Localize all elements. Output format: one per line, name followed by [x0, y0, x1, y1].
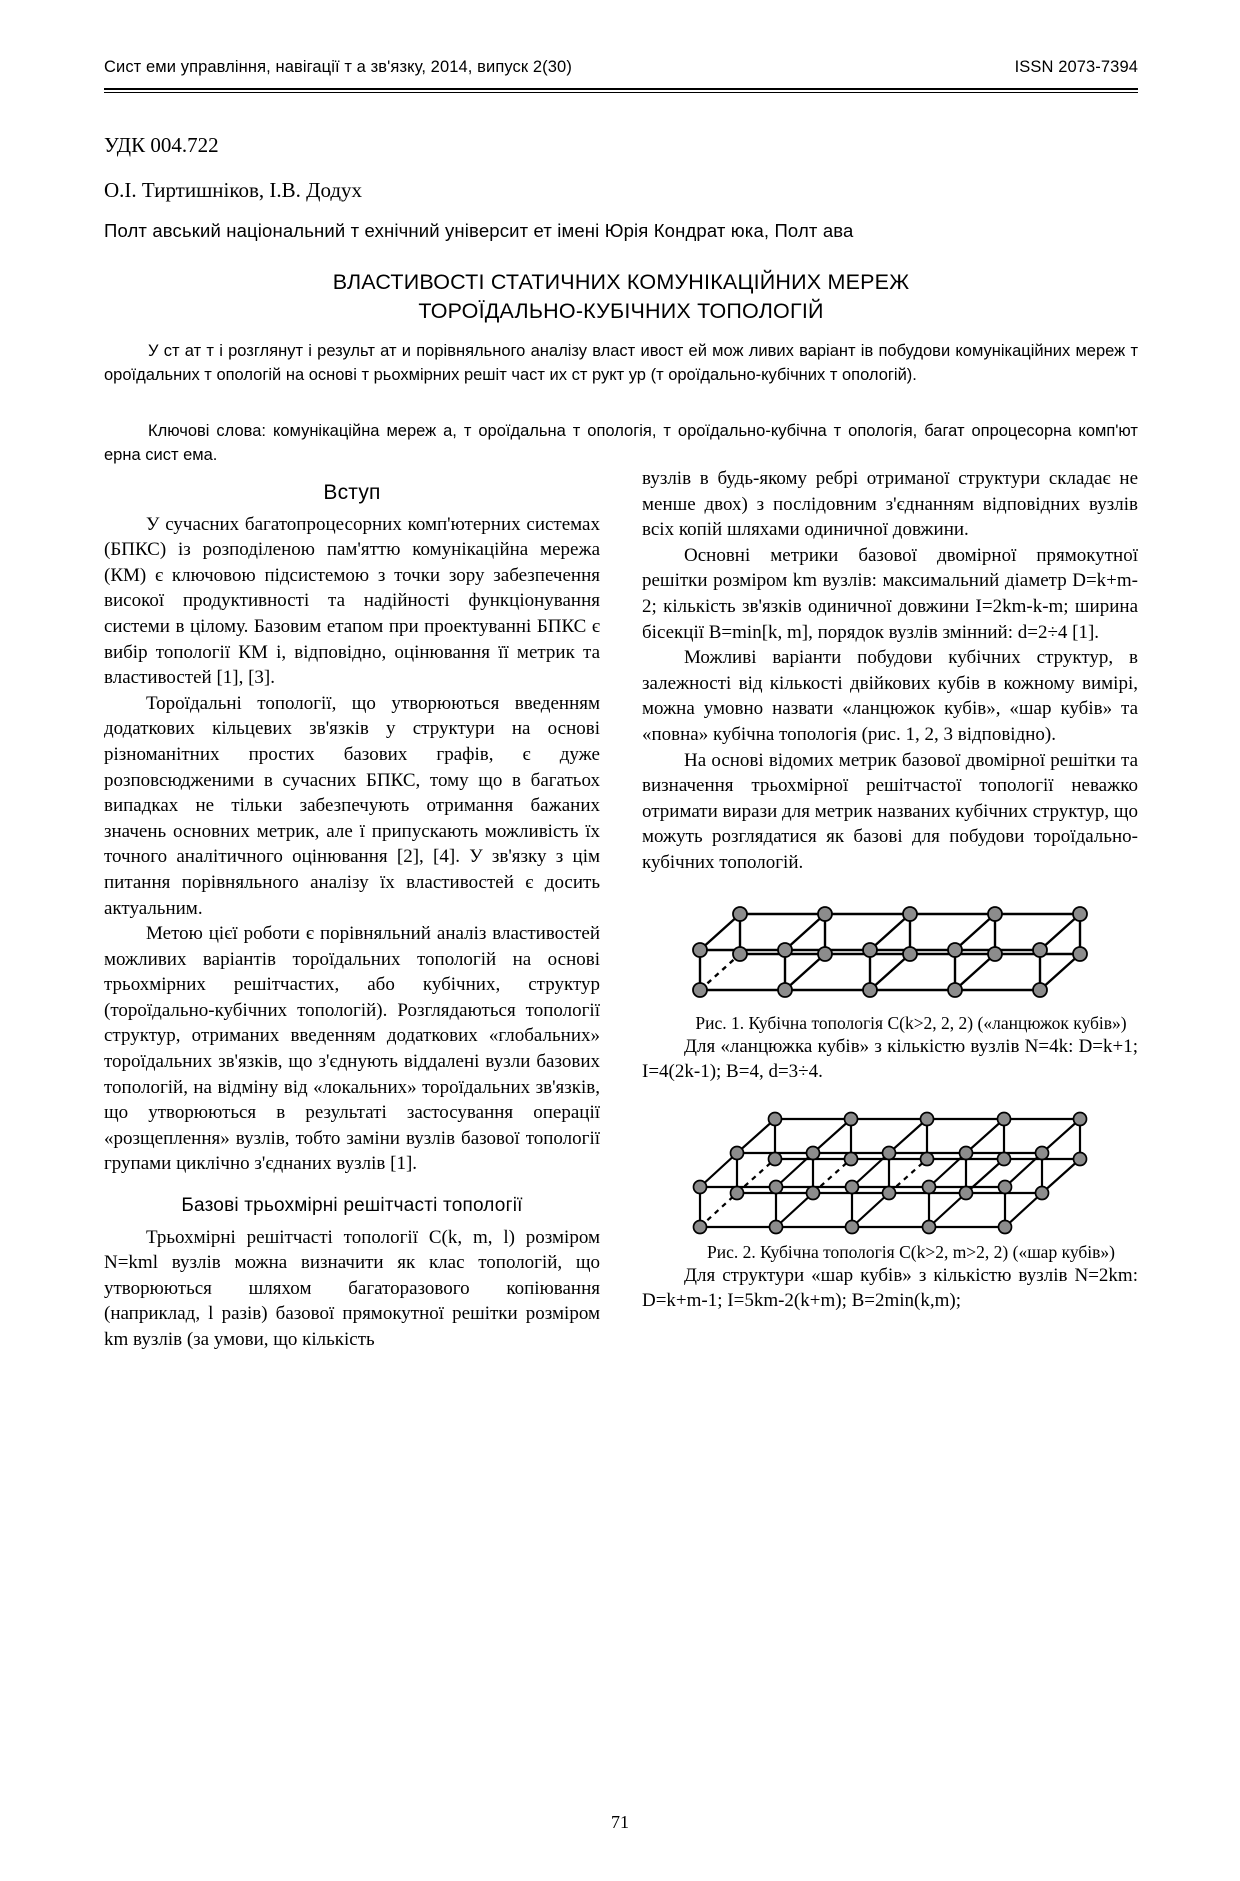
page-title — [104, 268, 1138, 326]
abstract-paragraph: У ст ат т і розглянут і результ ат и порівняльного аналізу власт ивост ей мож ливих варіант ів побудови комунікаційних мереж т ороїдальних т опологій на основі т рьохмірних решіт част их ст рукт ур (т ороїдально-кубічних т опологій). — [104, 342, 1138, 384]
page-number: 71 — [611, 1812, 629, 1832]
paragraph: Метою цієї роботи є порівняльний аналіз властивостей можливих варіантів тороїдальних топологій на основі трьохмірних решітчастих, або кубічних, структур (тороїдально-кубічних топологій). Розглядаються топології структур, отриманих введенням додаткових «глобальних» тороїдальних зв'язків, що з'єднують віддалені вузли базових топологій, на відміну від «локальних» тороїдальних зв'язків, що утворюються в результаті застосування операції «розщеплення» вузлів, тобто заміни вузлів базової топології групами циклічно з'єднаних вузлів [1]. — [104, 923, 600, 1175]
paragraph: Для структури «шар кубів» з кількістю вузлів N=2km: D=k+m-1; I=5km-2(k+m); B=2min(k,m); — [642, 1264, 1138, 1312]
paragraph: У сучасних багатопроцесорних комп'ютерних системах (БПКС) із розподіленою пам'яттю комунікаційна мережа (КМ) є ключовою підсистемою з точки зору забезпечення високої продуктивності та надійності функціонування системи в цілому. Базовим етапом при проектуванні БПКС є вибір топології КМ і, відповідно, оцінювання її метрик та властивостей [1], [3]. — [104, 513, 600, 689]
body-column-left — [104, 466, 600, 1353]
paragraph: На основі відомих метрик базової двомірної решітки та визначення трьохмірної решітчастої топології неважко отримати вирази для метрик названих кубічних структур, що можуть розглядатися як базові для побудови тороїдально-кубічних топологій. — [642, 749, 1138, 873]
paragraph: Для «ланцюжка кубів» з кількістю вузлів N=4k: D=k+1; I=4(2k-1); B=4, d=3÷4. — [642, 1035, 1138, 1083]
paragraph: Основні метрики базової двомірної прямокутної решітки розміром km вузлів: максимальний діаметр D=k+m-2; кількість зв'язків одиничної довжини I=2km-k-m; ширина бісекції B=min[k, m], порядок вузлів змінний: d=2÷4 [1]. — [642, 544, 1138, 643]
running-head-journal: Сист еми управління, навігації т а зв'язку, 2014, випуск 2(30) — [104, 58, 572, 76]
figure-2-caption: Рис. 2. Кубічна топологія C(k>2, m>2, 2) («шар кубів») — [707, 1241, 1115, 1262]
figure-1-graphic — [680, 892, 1100, 1012]
paragraph: Тороїдальні топології, що утворюються введенням додаткових кільцевих зв'язків у структури на основі різноманітних простих базових графів, є дуже розповсюдженими в сучасних БПКС, тому що в багатьох випадках не тільки забезпечують отримання бажаних значень основних метрик, але ї припускають можливість їх точного аналітичного оцінювання [2], [4]. У зв'язку з цім питання порівняльного аналізу їх властивостей є досить актуальним. — [104, 692, 600, 919]
running-head — [104, 58, 1138, 77]
affiliation-line: Полт авський національний т ехнічний університ ет імені Юрія Кондрат юка, Полт ава — [104, 220, 854, 241]
figure-2-graphic — [680, 1101, 1100, 1241]
paragraph: вузлів в будь-якому ребрі отриманої структури складає не менше двох) з послідовним з'єднанням відповідних вузлів всіх копій шляхами одиничної довжини. — [642, 468, 1138, 541]
header-rule — [104, 88, 1138, 93]
udk-code: УДК 004.722 — [104, 133, 219, 157]
authors-line: О.І. Тиртишніков, І.В. Додух — [104, 178, 363, 202]
section-heading-basic-topologies: Базові трьохмірні решітчасті топології — [181, 1195, 523, 1217]
figure-1-chain-of-cubes — [642, 892, 1138, 1012]
figure-2-layer-of-cubes — [642, 1101, 1138, 1241]
keywords-paragraph: Ключові слова: комунікаційна мереж а, т ороїдальна т опологія, т ороїдально-кубічна т опологія, багат опроцесорна комп'ют ерна сист ема. — [104, 422, 1138, 464]
paragraph: Трьохмірні решітчасті топології C(k, m, l) розміром N=kml вузлів можна визначити як клас топологій, що утворюються шляхом багаторазового копіювання (наприклад, l разів) базової прямокутної решітки розміром km вузлів (за умови, що кількість — [104, 1226, 600, 1350]
section-heading-introduction: Вступ — [323, 481, 381, 504]
paragraph: Можливі варіанти побудови кубічних структур, в залежності від кількості двійкових кубів в кожному вимірі, можна умовно назвати «ланцюжок кубів», «шар кубів» та «повна» кубічна топологія (рис. 1, 2, 3 відповідно). — [642, 647, 1138, 745]
body-column-right — [642, 466, 1138, 1314]
running-head-issn: ISSN 2073-7394 — [1014, 58, 1138, 76]
figure-1-caption: Рис. 1. Кубічна топологія C(k>2, 2, 2) («ланцюжок кубів») — [695, 1012, 1127, 1033]
title-line-1: ВЛАСТИВОСТІ СТАТИЧНИХ КОМУНІКАЦІЙНИХ МЕРЕЖ — [332, 270, 910, 294]
title-line-2: ТОРОЇДАЛЬНО-КУБІЧНИХ ТОПОЛОГІЙ — [418, 299, 824, 323]
